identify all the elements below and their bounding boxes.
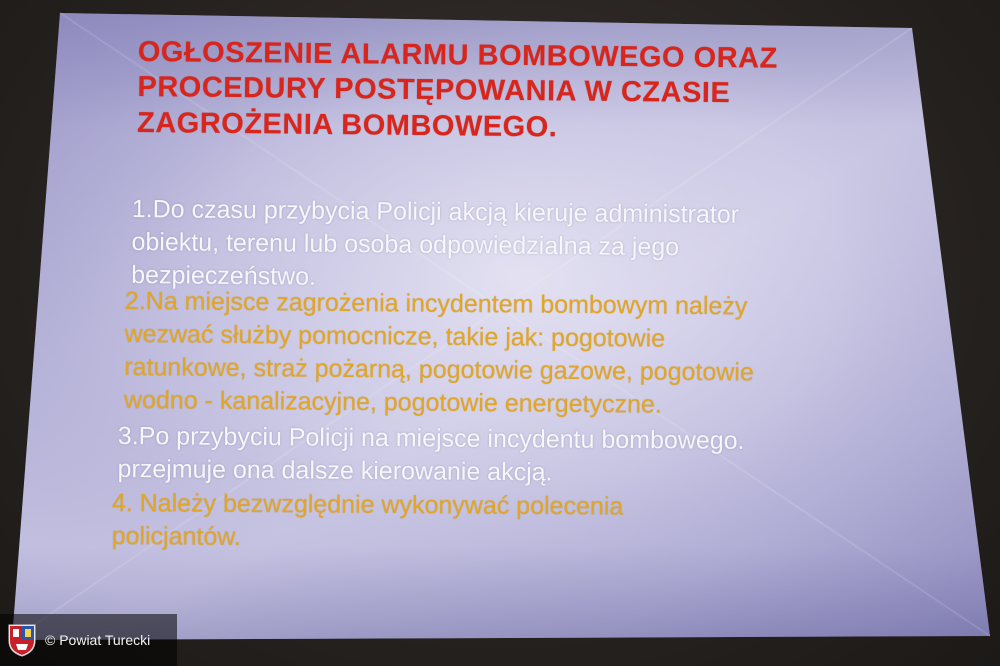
procedure-line: wezwać służby pomocnicze, takie jak: pogotowie <box>124 319 666 353</box>
slide-title <box>137 35 778 148</box>
procedure-item-1 <box>131 193 739 298</box>
procedure-line: bezpieczeństwo. <box>131 260 317 291</box>
slide-title-line: OGŁOSZENIE ALARMU BOMBOWEGO ORAZ <box>137 35 778 75</box>
slide-title-line: ZAGROŻENIA BOMBOWEGO. <box>136 106 558 144</box>
procedure-line: przejmuje ona dalsze kierowanie akcją. <box>117 454 553 487</box>
procedure-item-2 <box>124 285 755 422</box>
procedure-line: policjantów. <box>111 521 242 551</box>
procedure-line: obiektu, terenu lub osoba odpowiedzialna za jego <box>131 227 680 262</box>
procedure-line: 4. Należy bezwzględnie wykonywać polecenia <box>111 488 624 521</box>
coat-of-arms-icon <box>7 623 37 657</box>
copyright-watermark <box>0 614 177 666</box>
procedure-line: 3.Po przybyciu Policji na miejsce incydentu bombowego. <box>117 421 745 455</box>
slide-title-line: PROCEDURY POSTĘPOWANIA W CZASIE <box>137 71 731 110</box>
procedure-line: 1.Do czasu przybycia Policji akcją kieruje administrator <box>131 194 740 229</box>
procedure-line: wodno - kanalizacyjne, pogotowie energetyczne. <box>123 385 662 419</box>
procedure-line: 2.Na miejsce zagrożenia incydentem bombowym należy <box>124 286 748 321</box>
procedure-item-4 <box>112 487 624 557</box>
procedure-line: ratunkowe, straż pożarną, pogotowie gazowe, pogotowie <box>124 352 754 387</box>
procedure-item-3 <box>117 420 744 491</box>
copyright-text: © Powiat Turecki <box>45 632 151 648</box>
